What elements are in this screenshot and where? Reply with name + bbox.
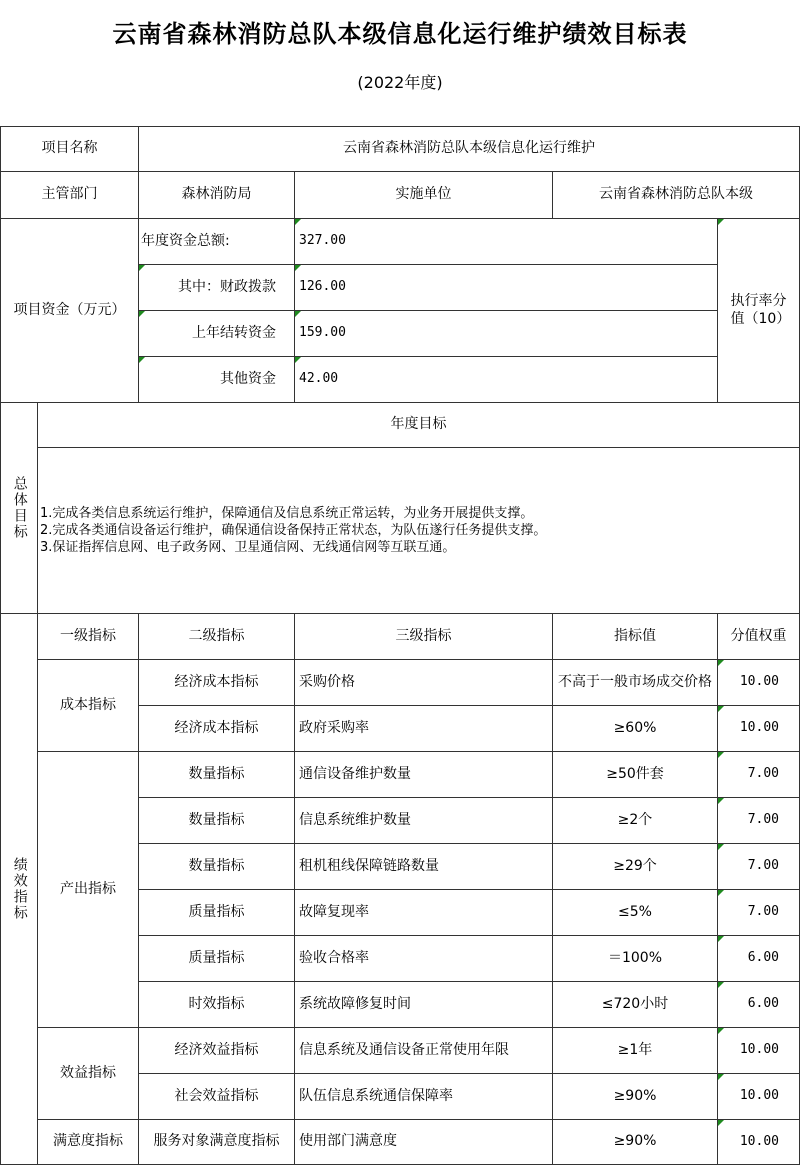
table-row-level3: 信息系统维护数量 <box>295 798 553 844</box>
funds-carryover-value: 159.00 <box>295 311 718 357</box>
funds-label: 项目资金（万元） <box>1 219 139 403</box>
table-row-value: 不高于一般市场成交价格 <box>553 660 718 706</box>
dept-label: 主管部门 <box>1 172 139 219</box>
table-row-value: ≥50件套 <box>553 752 718 798</box>
table-row-level3: 故障复现率 <box>295 890 553 936</box>
funds-total-value: 327.00 <box>295 219 718 265</box>
funds-other-value: 42.00 <box>295 357 718 403</box>
table-row-weight: 7.00 <box>718 798 800 844</box>
table-row-level2: 数量指标 <box>139 798 295 844</box>
table-row-value: ≥1年 <box>553 1028 718 1074</box>
table-row-value: ≤5% <box>553 890 718 936</box>
table-row-value: ≥2个 <box>553 798 718 844</box>
table-row-level2: 经济成本指标 <box>139 706 295 752</box>
project-name-label: 项目名称 <box>1 127 139 172</box>
group-cost: 成本指标 <box>38 660 139 752</box>
table-row-level3: 通信设备维护数量 <box>295 752 553 798</box>
table-row-level3: 验收合格率 <box>295 936 553 982</box>
annual-goal-header: 年度目标 <box>38 403 800 448</box>
table-row-weight: 7.00 <box>718 752 800 798</box>
table-row-value: ≥29个 <box>553 844 718 890</box>
table-row-level2: 服务对象满意度指标 <box>139 1120 295 1165</box>
table-row-level3: 使用部门满意度 <box>295 1120 553 1165</box>
funds-carryover-label: 上年结转资金 <box>139 311 295 357</box>
table-row-weight: 6.00 <box>718 936 800 982</box>
table-row-level3: 租机租线保障链路数量 <box>295 844 553 890</box>
document-subtitle: (2022年度) <box>357 73 443 92</box>
funds-other-label: 其他资金 <box>139 357 295 403</box>
document-title: 云南省森林消防总队本级信息化运行维护绩效目标表 <box>112 20 688 48</box>
table-row-level2: 质量指标 <box>139 936 295 982</box>
table-row-value: ≥90% <box>553 1074 718 1120</box>
table-row-level3: 信息系统及通信设备正常使用年限 <box>295 1028 553 1074</box>
table-row-weight: 10.00 <box>718 1120 800 1165</box>
table-row-weight: 10.00 <box>718 660 800 706</box>
project-name-value: 云南省森林消防总队本级信息化运行维护 <box>139 127 800 172</box>
impl-value: 云南省森林消防总队本级 <box>553 172 800 219</box>
group-output: 产出指标 <box>38 752 139 1028</box>
table-row-weight: 6.00 <box>718 982 800 1028</box>
header-weight: 分值权重 <box>718 614 800 660</box>
overall-goal-label: 总体目标 <box>1 403 38 614</box>
goal-item-1: 1.完成各类信息系统运行维护，保障通信及信息系统正常运转，为业务开展提供支撑。 <box>40 506 534 521</box>
goal-item-3: 3.保证指挥信息网、电子政务网、卫星通信网、无线通信网等互联互通。 <box>40 540 456 555</box>
table-row-level2: 数量指标 <box>139 844 295 890</box>
table-row-level2: 经济成本指标 <box>139 660 295 706</box>
table-row-level2: 经济效益指标 <box>139 1028 295 1074</box>
table-row-level2: 质量指标 <box>139 890 295 936</box>
table-row-level3: 政府采购率 <box>295 706 553 752</box>
table-row-value: ≤720小时 <box>553 982 718 1028</box>
funds-total-label: 年度资金总额: <box>139 219 295 265</box>
dept-value: 森林消防局 <box>139 172 295 219</box>
impl-label: 实施单位 <box>295 172 553 219</box>
group-satisfaction: 满意度指标 <box>38 1120 139 1165</box>
header-level1: 一级指标 <box>38 614 139 660</box>
table-row-weight: 7.00 <box>718 844 800 890</box>
performance-indicator-label: 绩效指标 <box>1 614 38 1165</box>
group-benefit: 效益指标 <box>38 1028 139 1120</box>
table-row-weight: 10.00 <box>718 706 800 752</box>
funds-fiscal-label: 其中：财政拨款 <box>139 265 295 311</box>
table-row-level3: 系统故障修复时间 <box>295 982 553 1028</box>
table-row-value: ＝100% <box>553 936 718 982</box>
table-row-level3: 队伍信息系统通信保障率 <box>295 1074 553 1120</box>
header-level3: 三级指标 <box>295 614 553 660</box>
table-row-value: ≥60% <box>553 706 718 752</box>
table-row-weight: 7.00 <box>718 890 800 936</box>
table-row-level2: 时效指标 <box>139 982 295 1028</box>
header-level2: 二级指标 <box>139 614 295 660</box>
table-row-level3: 采购价格 <box>295 660 553 706</box>
goal-item-2: 2.完成各类通信设备运行维护，确保通信设备保持正常状态，为队伍遂行任务提供支撑。 <box>40 523 547 538</box>
table-row-level2: 社会效益指标 <box>139 1074 295 1120</box>
header-value: 指标值 <box>553 614 718 660</box>
table-row-level2: 数量指标 <box>139 752 295 798</box>
funds-fiscal-value: 126.00 <box>295 265 718 311</box>
exec-rate-score-text: 执行率分值（10） <box>730 293 791 327</box>
performance-table <box>0 126 800 1165</box>
annual-goal-content <box>38 448 800 614</box>
table-row-weight: 10.00 <box>718 1028 800 1074</box>
table-row-weight: 10.00 <box>718 1074 800 1120</box>
exec-rate-score-label <box>718 219 800 403</box>
table-row-value: ≥90% <box>553 1120 718 1165</box>
